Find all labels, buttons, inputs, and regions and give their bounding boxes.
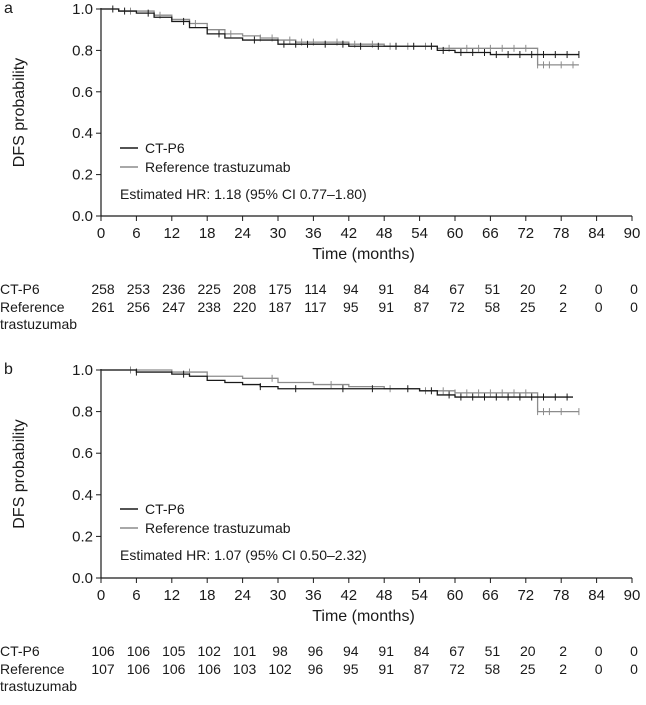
x-tick-label: 42 xyxy=(340,225,358,242)
at-risk-reference-value: 106 xyxy=(197,661,221,677)
at-risk-ct-p6-value: 67 xyxy=(449,281,465,297)
at-risk-reference-value: 72 xyxy=(449,661,465,677)
at-risk-row-label: Reference xyxy=(0,661,65,677)
x-tick-label: 78 xyxy=(552,587,570,604)
x-tick-label: 24 xyxy=(234,225,251,242)
legend-label-reference: Reference trastuzumab xyxy=(145,520,291,536)
x-tick-label: 90 xyxy=(623,225,641,242)
y-tick-label: 0.2 xyxy=(72,528,93,546)
at-risk-ct-p6-value: 102 xyxy=(197,643,221,659)
at-risk-ct-p6-value: 225 xyxy=(197,281,221,297)
panel-label: b xyxy=(4,361,13,378)
x-tick-label: 24 xyxy=(234,587,251,604)
at-risk-ct-p6-value: 94 xyxy=(343,281,359,297)
at-risk-reference-value: 25 xyxy=(520,661,536,677)
x-tick-label: 12 xyxy=(163,587,181,604)
at-risk-reference-value: 58 xyxy=(484,661,501,677)
y-tick-label: 0.0 xyxy=(72,570,93,587)
at-risk-ct-p6-value: 84 xyxy=(413,281,430,297)
at-risk-ct-p6-value: 253 xyxy=(126,281,151,297)
x-tick-label: 6 xyxy=(132,225,141,242)
hazard-ratio-annotation: Estimated HR: 1.18 (95% CI 0.77–1.80) xyxy=(120,186,367,202)
at-risk-ct-p6-value: 94 xyxy=(343,643,359,659)
at-risk-reference-value: 91 xyxy=(378,299,394,315)
x-tick-label: 60 xyxy=(446,225,464,242)
at-risk-ct-p6-value: 106 xyxy=(91,643,115,659)
at-risk-reference-value: 0 xyxy=(630,299,638,315)
x-tick-label: 48 xyxy=(375,225,393,242)
at-risk-reference-value: 96 xyxy=(307,661,324,677)
at-risk-reference-value: 0 xyxy=(594,661,603,677)
km-panel-b xyxy=(0,361,640,694)
x-axis-label: Time (months) xyxy=(312,608,415,625)
at-risk-ct-p6-value: 101 xyxy=(232,643,257,659)
y-tick-label: 0.4 xyxy=(72,486,93,504)
at-risk-ct-p6-value: 0 xyxy=(594,643,603,659)
x-axis-label: Time (months) xyxy=(312,246,415,263)
at-risk-ct-p6-value: 105 xyxy=(162,643,186,659)
y-tick-label: 1.0 xyxy=(72,362,93,379)
at-risk-ct-p6-value: 96 xyxy=(307,643,324,659)
x-tick-label: 0 xyxy=(96,225,106,242)
at-risk-ct-p6-value: 2 xyxy=(559,643,568,659)
at-risk-reference-value: 2 xyxy=(559,299,568,315)
at-risk-ct-p6-value: 98 xyxy=(272,643,288,659)
at-risk-reference-value: 106 xyxy=(126,661,151,677)
at-risk-ct-p6-value: 0 xyxy=(630,643,638,659)
at-risk-reference-value: 72 xyxy=(449,299,465,315)
y-axis-label: DFS probability xyxy=(11,419,28,529)
legend-label-reference: Reference trastuzumab xyxy=(145,159,291,175)
y-tick-label: 0.0 xyxy=(72,208,93,225)
at-risk-ct-p6-value: 91 xyxy=(378,643,394,659)
legend-label-ct-p6: CT-P6 xyxy=(145,501,185,517)
x-tick-label: 36 xyxy=(305,587,322,604)
at-risk-ct-p6-value: 208 xyxy=(232,281,257,297)
at-risk-reference-value: 247 xyxy=(162,299,186,315)
hazard-ratio-annotation: Estimated HR: 1.07 (95% CI 0.50–2.32) xyxy=(120,547,367,563)
at-risk-reference-value: 87 xyxy=(413,661,430,677)
x-tick-label: 66 xyxy=(482,225,499,242)
at-risk-reference-value: 25 xyxy=(520,299,536,315)
at-risk-ct-p6-value: 175 xyxy=(268,281,292,297)
at-risk-reference-value: 91 xyxy=(378,661,394,677)
legend-label-ct-p6: CT-P6 xyxy=(145,140,185,156)
at-risk-ct-p6-value: 91 xyxy=(378,281,394,297)
at-risk-ct-p6-value: 2 xyxy=(559,281,568,297)
at-risk-reference-value: 95 xyxy=(343,661,359,677)
at-risk-row-label: trastuzumab xyxy=(0,316,78,332)
at-risk-ct-p6-value: 67 xyxy=(449,643,465,659)
y-tick-label: 0.4 xyxy=(72,125,93,143)
x-tick-label: 6 xyxy=(132,587,141,604)
y-tick-label: 0.8 xyxy=(72,42,93,60)
at-risk-row-label: Reference xyxy=(0,299,65,315)
at-risk-reference-value: 103 xyxy=(232,661,257,677)
x-tick-label: 30 xyxy=(269,587,287,604)
at-risk-reference-value: 87 xyxy=(413,299,430,315)
y-tick-label: 0.6 xyxy=(72,83,93,101)
x-tick-label: 54 xyxy=(411,225,428,242)
at-risk-ct-p6-value: 258 xyxy=(91,281,115,297)
at-risk-ct-p6-value: 236 xyxy=(162,281,186,297)
at-risk-reference-value: 0 xyxy=(594,299,603,315)
at-risk-reference-value: 0 xyxy=(630,661,638,677)
at-risk-reference-value: 95 xyxy=(343,299,359,315)
at-risk-ct-p6-value: 20 xyxy=(520,281,536,297)
at-risk-ct-p6-value: 106 xyxy=(126,643,151,659)
y-tick-label: 1.0 xyxy=(72,1,93,18)
x-tick-label: 36 xyxy=(305,225,322,242)
at-risk-reference-value: 102 xyxy=(268,661,292,677)
at-risk-reference-value: 256 xyxy=(126,299,151,315)
at-risk-row-label: CT-P6 xyxy=(0,643,40,659)
y-axis-label: DFS probability xyxy=(11,57,28,168)
at-risk-ct-p6-value: 84 xyxy=(413,643,430,659)
x-tick-label: 30 xyxy=(269,225,287,242)
x-tick-label: 48 xyxy=(375,587,393,604)
at-risk-reference-value: 106 xyxy=(162,661,186,677)
x-tick-label: 60 xyxy=(446,587,464,604)
at-risk-ct-p6-value: 0 xyxy=(594,281,603,297)
at-risk-reference-value: 58 xyxy=(484,299,501,315)
at-risk-reference-value: 261 xyxy=(91,299,115,315)
x-tick-label: 90 xyxy=(623,587,641,604)
x-tick-label: 18 xyxy=(198,225,216,242)
at-risk-reference-value: 187 xyxy=(268,299,292,315)
at-risk-row-label: CT-P6 xyxy=(0,281,40,297)
at-risk-reference-value: 2 xyxy=(559,661,568,677)
x-tick-label: 72 xyxy=(517,587,535,604)
at-risk-reference-value: 107 xyxy=(91,661,115,677)
at-risk-reference-value: 117 xyxy=(304,299,327,315)
at-risk-row-label: trastuzumab xyxy=(0,678,78,694)
at-risk-reference-value: 238 xyxy=(197,299,221,315)
at-risk-ct-p6-value: 20 xyxy=(520,643,536,659)
series-line-reference-trastuzumab xyxy=(101,9,579,65)
x-tick-label: 42 xyxy=(340,587,358,604)
y-tick-label: 0.8 xyxy=(72,403,93,421)
x-tick-label: 66 xyxy=(482,587,499,604)
panel-label: a xyxy=(4,0,13,17)
x-tick-label: 12 xyxy=(163,225,181,242)
at-risk-ct-p6-value: 114 xyxy=(304,281,327,297)
x-tick-label: 84 xyxy=(588,587,605,604)
at-risk-ct-p6-value: 0 xyxy=(630,281,638,297)
x-tick-label: 78 xyxy=(552,225,570,242)
x-tick-label: 18 xyxy=(198,587,216,604)
at-risk-ct-p6-value: 51 xyxy=(484,643,501,659)
x-tick-label: 72 xyxy=(517,225,535,242)
y-tick-label: 0.2 xyxy=(72,166,93,184)
y-tick-label: 0.6 xyxy=(72,445,93,463)
series-line-reference-trastuzumab xyxy=(101,370,579,412)
km-panel-a xyxy=(0,0,640,332)
at-risk-reference-value: 220 xyxy=(232,299,257,315)
x-tick-label: 54 xyxy=(411,587,428,604)
at-risk-ct-p6-value: 51 xyxy=(484,281,501,297)
x-tick-label: 84 xyxy=(588,225,605,242)
x-tick-label: 0 xyxy=(96,587,106,604)
